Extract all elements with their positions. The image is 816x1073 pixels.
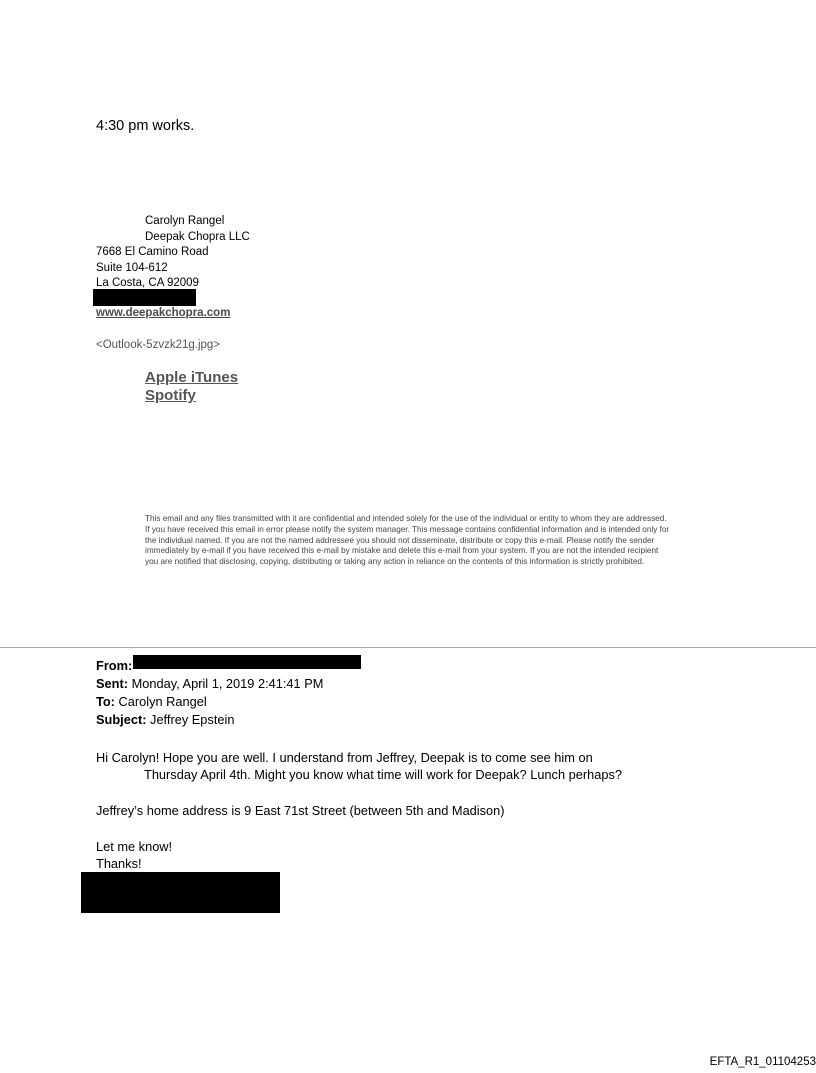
website-link[interactable]: www.deepakchopra.com [96,307,231,319]
email-body-line: Jeffrey’s home address is 9 East 71st Street (between 5th and Madison) [96,803,505,818]
to-line [96,694,207,709]
subject-value: Jeffrey Epstein [150,712,235,727]
email-body-line: Let me know! [96,839,173,854]
image-placeholder-text: <Outlook-5zvzk21g.jpg> [96,339,221,351]
signature-suite: Suite 104-612 [96,262,168,274]
apple-itunes-link[interactable]: Apple iTunes [145,369,239,386]
confidentiality-disclaimer: This email and any files transmitted with it are confidential and intended solely for the use of the individual or entity to whom they are addressed. If you have received this email in error please notify the system manager. This message contains confidential information and is intended only for the individual named. If you are not the named addressee you should not disseminate, distribute or copy this e-mail. Please notify the sender immediately by e-mail if you have received this e-mail by mistake and delete this e-mail from your system. If you are not the intended recipient you are notified that disclosing, copying, distributing or taking any action in reliance on the contents of this information is strictly prohibited. [145,514,670,567]
document-id: EFTA_R1_01104253 [709,1056,816,1068]
redaction-block [81,872,280,913]
signature-street: 7668 El Camino Road [96,246,209,258]
sent-line [96,676,323,691]
reply-text: 4:30 pm works. [96,118,195,134]
signature-name: Carolyn Rangel [145,215,225,227]
to-label: To: [96,694,115,709]
signature-company: Deepak Chopra LLC [145,231,250,243]
sent-value: Monday, April 1, 2019 2:41:41 PM [131,676,324,691]
subject-label: Subject: [96,712,147,727]
email-body-line: Thanks! [96,856,142,871]
from-label: From: [96,658,133,673]
subject-line [96,712,234,727]
signature-city: La Costa, CA 92009 [96,277,199,289]
from-line [96,658,132,673]
spotify-link[interactable]: Spotify [145,387,196,404]
to-value: Carolyn Rangel [118,694,207,709]
sent-label: Sent: [96,676,128,691]
email-body-line: Thursday April 4th. Might you know what time will work for Deepak? Lunch perhaps? [144,767,622,782]
divider [0,647,816,648]
redaction-block [133,655,361,669]
email-body-line: Hi Carolyn! Hope you are well. I understand from Jeffrey, Deepak is to come see him on [96,750,593,765]
redaction-block [93,289,196,306]
